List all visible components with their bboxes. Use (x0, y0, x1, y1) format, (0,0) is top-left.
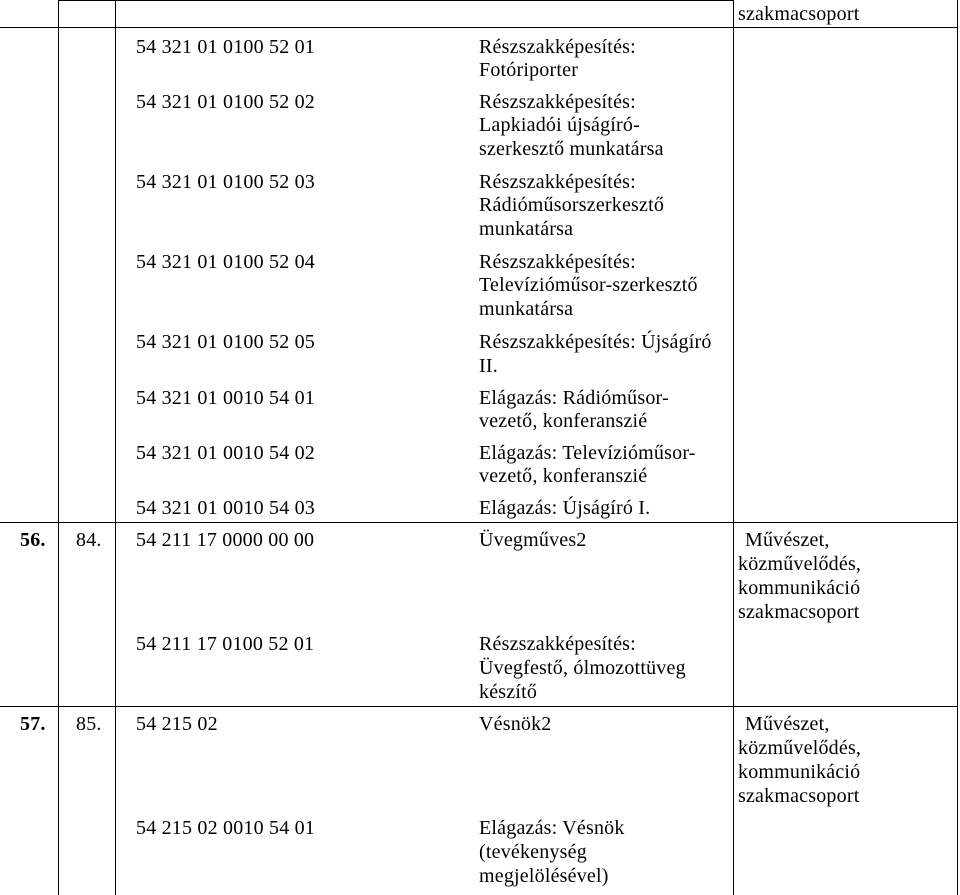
qualification-name: Részszakképesítés: Újságíró (479, 331, 712, 353)
group-label-top: szakmacsoport (738, 3, 860, 25)
row-number: 56. (20, 529, 46, 551)
qualification-code: 54 215 02 0010 54 01 (136, 817, 315, 839)
qualification-name: Üvegfestő, ólmozottüveg (479, 657, 686, 679)
qualification-name: Fotóriporter (479, 59, 579, 81)
sector-group: Művészet, (745, 529, 830, 551)
qualification-name: Részszakképesítés: (479, 251, 636, 273)
qualification-code: 54 215 02 (136, 713, 218, 735)
qualification-name: Lapkiadói újságíró- (479, 114, 640, 136)
qualification-code: 54 321 01 0100 52 05 (136, 331, 315, 353)
table-right-border (957, 0, 958, 895)
qualification-name: Részszakképesítés: (479, 91, 636, 113)
qualification-name: megjelölésével) (479, 865, 609, 887)
qualification-name: szerkesztő munkatársa (479, 138, 664, 160)
qualification-code: 54 321 01 0100 52 02 (136, 91, 315, 113)
qualification-name: készítő (479, 681, 538, 703)
row-number-secondary: 84. (76, 529, 102, 551)
qualification-name: munkatársa (479, 218, 574, 240)
qualification-name: Televízióműsor-szerkesztő (479, 274, 698, 296)
qualification-name: munkatársa (479, 298, 574, 320)
qualification-name: Részszakképesítés: (479, 633, 636, 655)
qualification-name: vezető, konferanszié (479, 465, 648, 487)
qualification-code: 54 321 01 0010 54 01 (136, 387, 315, 409)
column-divider-1 (115, 0, 116, 895)
qualification-main-name: Üvegműves2 (479, 529, 587, 551)
qualification-code: 54 321 01 0100 52 03 (136, 171, 315, 193)
sector-group: szakmacsoport (738, 785, 860, 807)
qualification-name: Részszakképesítés: (479, 171, 636, 193)
qualification-name: (tevékenység (479, 841, 587, 863)
sector-group: kommunikáció (738, 761, 861, 783)
qualification-code: 54 211 17 0100 52 01 (136, 633, 315, 655)
row-separator-2 (0, 522, 958, 523)
qualification-code: 54 321 01 0100 52 01 (136, 36, 315, 58)
qualification-name: vezető, konferanszié (479, 410, 648, 432)
qualification-name: Elágazás: Vésnök (479, 817, 625, 839)
row-separator-1 (0, 27, 958, 28)
sector-group: kommunikáció (738, 577, 861, 599)
qualification-code: 54 321 01 0010 54 03 (136, 497, 315, 519)
qualification-name: Elágazás: Televízióműsor- (479, 442, 696, 464)
table-top-border (58, 0, 733, 1)
sector-group: szakmacsoport (738, 601, 860, 623)
row-number: 57. (20, 713, 46, 735)
qualification-code: 54 211 17 0000 00 00 (136, 529, 315, 551)
qualification-code: 54 321 01 0010 54 02 (136, 442, 315, 464)
qualification-name: Elágazás: Rádióműsor- (479, 387, 669, 409)
qualification-main-name: Vésnök2 (479, 713, 552, 735)
row-number-secondary: 85. (76, 713, 102, 735)
qualification-name: II. (479, 355, 498, 377)
sector-group: közművelődés, (738, 737, 862, 759)
qualification-name: Rádióműsorszerkesztő (479, 194, 665, 216)
sector-group: közművelődés, (738, 553, 862, 575)
table-left-border (58, 0, 59, 895)
sector-group: Művészet, (745, 713, 830, 735)
column-divider-2 (733, 0, 734, 895)
qualification-name: Elágazás: Újságíró I. (479, 497, 651, 519)
row-separator-3 (0, 706, 958, 707)
qualification-name: Részszakképesítés: (479, 36, 636, 58)
qualification-code: 54 321 01 0100 52 04 (136, 251, 315, 273)
